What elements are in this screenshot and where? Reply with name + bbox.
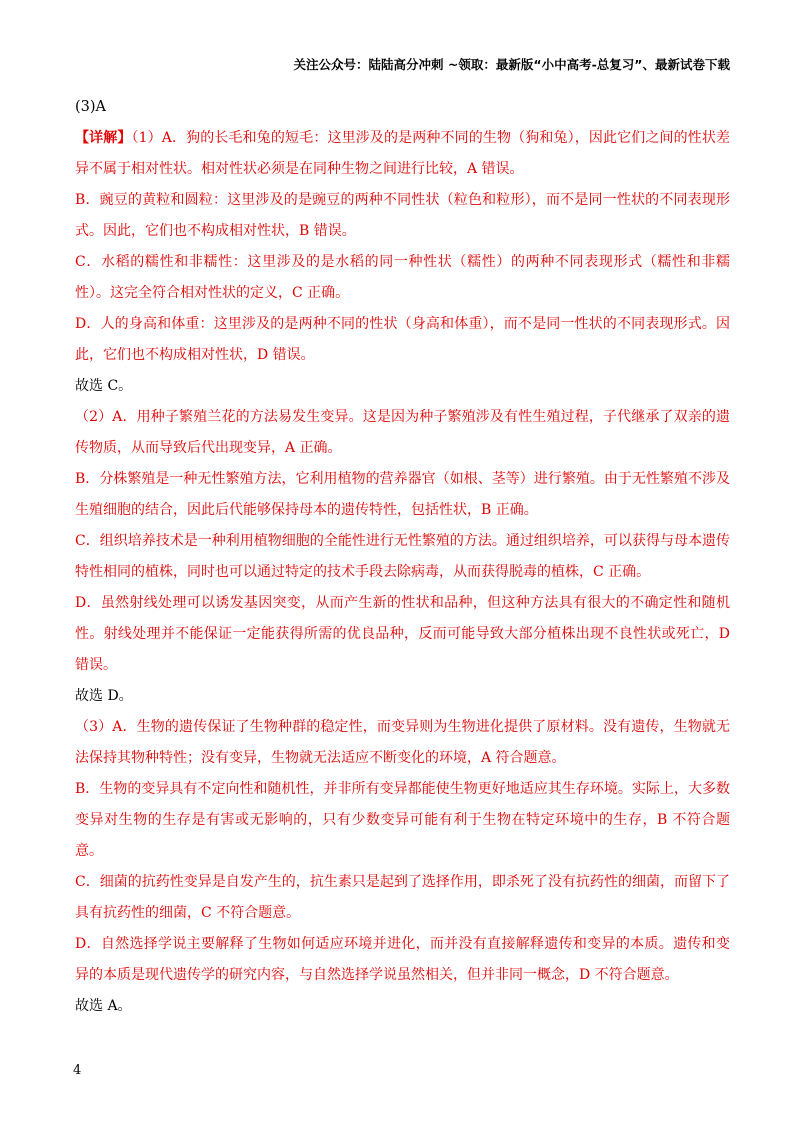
detail-label: 【详解】	[75, 130, 132, 146]
paragraph-1-text: （1）A．狗的长毛和兔的短毛：这里涉及的是两种不同的生物（狗和兔），因此它们之间的性状差异不属于相对性状。相对性状必须是在同种生物之间进行比较，A 错误。	[75, 130, 731, 177]
answer-line: (3)A	[75, 99, 107, 115]
conclusion-3: 故选 A。	[75, 998, 132, 1014]
paragraph-13: C．细菌的抗药性变异是自发产生的，抗生素只是起到了选择作用，即杀死了没有抗药性的细菌，而留下了具有抗药性的细菌，C 不符合题意。	[75, 874, 730, 921]
conclusion-1: 故选 C。	[75, 378, 133, 394]
paragraph-8: C．组织培养技术是一种利用植物细胞的全能性进行无性繁殖的方法。通过组织培养，可以获得与母本遗传特性相同的植株，同时也可以通过特定的技术手段去除病毒，从而获得脱毒的植株，C 正确。	[75, 533, 730, 580]
paragraph-12: B．生物的变异具有不定向性和随机性，并非所有变异都能使生物更好地适应其生存环境。实际上，大多数变异对生物的生存是有害或无影响的，只有少数变异可能有利于生物在特定环境中的生存，B 不符合题意。	[75, 781, 730, 859]
paragraph-11: （3）A．生物的遗传保证了生物种群的稳定性，而变异则为生物进化提供了原材料。没有遗传，生物就无法保持其物种特性；没有变异，生物就无法适应不断变化的环境，A 符合题意。	[75, 719, 730, 766]
paragraph-14: D．自然选择学说主要解释了生物如何适应环境并进化，而并没有直接解释遗传和变异的本质。遗传和变异的本质是现代遗传学的研究内容，与自然选择学说虽然相关，但并非同一概念，D 不符合题意。	[75, 936, 730, 983]
paragraph-4: D．人的身高和体重：这里涉及的是两种不同的性状（身高和体重），而不是同一性状的不同表现形式。因此，它们也不构成相对性状，D 错误。	[75, 316, 730, 363]
page-header: 关注公众号：陆陆高分冲刺 ~领取：最新版“小中高考-总复习”、最新试卷下载	[293, 57, 730, 72]
page-number: 4	[73, 1063, 82, 1078]
conclusion-2: 故选 D。	[75, 688, 133, 704]
paragraph-7: B．分株繁殖是一种无性繁殖方法，它利用植物的营养器官（如根、茎等）进行繁殖。由于无性繁殖不涉及生殖细胞的结合，因此后代能够保持母本的遗传特性，包括性状，B 正确。	[75, 471, 730, 518]
paragraph-9: D．虽然射线处理可以诱发基因突变，从而产生新的性状和品种，但这种方法具有很大的不确定性和随机性。射线处理并不能保证一定能获得所需的优良品种，反而可能导致大部分植株出现不良性状或死亡，D 错误。	[75, 595, 730, 673]
paragraph-3: C．水稻的糯性和非糯性：这里涉及的是水稻的同一种性状（糯性）的两种不同表现形式（糯性和非糯性）。这完全符合相对性状的定义，C 正确。	[75, 254, 730, 301]
paragraph-6: （2）A．用种子繁殖兰花的方法易发生变异。这是因为种子繁殖涉及有性生殖过程，子代继承了双亲的遗传物质，从而导致后代出现变异，A 正确。	[75, 409, 730, 456]
content-area	[75, 92, 730, 1022]
paragraph-2: B．豌豆的黄粒和圆粒：这里涉及的是豌豆的两种不同性状（粒色和粒形），而不是同一性状的不同表现形式。因此，它们也不构成相对性状，B 错误。	[75, 192, 730, 239]
paragraph-1	[75, 123, 730, 185]
